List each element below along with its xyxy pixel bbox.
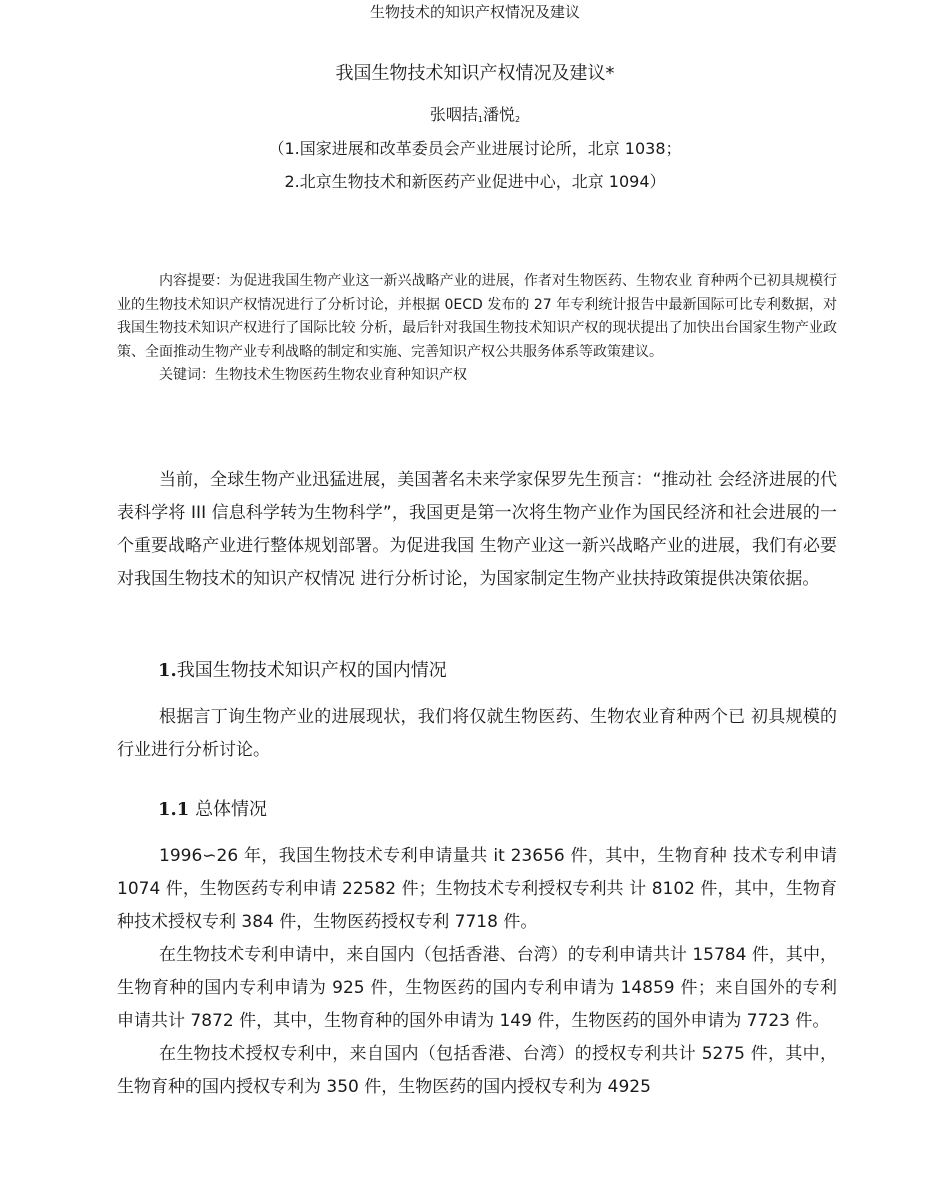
body-paragraph: 在生物技术专利申请中，来自国内（包括香港、台湾）的专利申请共计 15784 件，其中，生物育种的国内专利申请为 925 件，生物医药的国内专利申请为 14859 件；来自国外的专利申请共计 7872 件，其中，生物育种的国外申请为 149 件，生物医药的国外申请为 7723 件。 — [117, 945, 837, 1031]
section-title: 我国生物技术知识产权的国内情况 — [176, 660, 447, 681]
keywords-line: 关键词：生物技术生物医药生物农业育种知识产权 — [159, 367, 467, 383]
affiliation-line: （1.国家进展和改革委员会产业进展讨论所，北京 1038； — [268, 139, 682, 158]
intro-section — [117, 464, 837, 596]
author-affil-mark: 2 — [515, 115, 521, 124]
section-body — [117, 701, 837, 767]
section-number: 1. — [158, 660, 177, 681]
body-paragraph: 在生物技术授权专利中，来自国内（包括香港、台湾）的授权专利共计 5275 件，其中，生物育种的国内授权专利为 350 件，生物医药的国内授权专利为 4925 — [117, 1044, 837, 1097]
subsection-heading — [158, 798, 267, 822]
paper-title: 我国生物技术知识产权情况及建议* — [335, 63, 615, 84]
section-number: 1.1 — [158, 799, 190, 820]
abstract-text: 内容提要：为促进我国生物产业这一新兴战略产业的进展，作者对生物医药、生物农业 育种两个已初具规模行业的生物技术知识产权情况进行了分析讨论，并根据 0ECD 发布的 27 年专利统计报告中最新国际可比专利数据，对我国生物技术知识产权进行了国际比较 分析，最后针对我国生物技术知识产权的现状提出了加快出台国家生物产业政策、全面推动生物产业专利战略的制定和实施、完善知识产权公共服务体系等政策建议。 — [117, 273, 837, 360]
author-name: 张咽拮 — [429, 105, 478, 124]
subsection-body — [117, 840, 837, 1104]
body-paragraph: 1996∽26 年，我国生物技术专利申请量共 it 23656 件，其中，生物育种 技术专利申请 1074 件，生物医药专利申请 22582 件；生物技术专利授权专利共 计 8102 件，其中，生物育种技术授权专利 384 件，生物医药授权专利 7718 件。 — [117, 846, 837, 932]
running-header: 生物技术的知识产权情况及建议 — [369, 3, 580, 21]
abstract-block — [117, 270, 837, 388]
author-line — [0, 104, 950, 131]
section-heading — [158, 659, 447, 683]
author-affil-mark: 1 — [477, 115, 483, 124]
body-paragraph: 根据言丁询生物产业的进展现状，我们将仅就生物医药、生物农业育种两个已 初具规模的行业进行分析讨论。 — [117, 707, 837, 760]
author-name: 潘悦 — [483, 105, 516, 124]
section-title: 总体情况 — [195, 799, 268, 820]
affiliation-line: 2.北京生物技术和新医药产业促进中心，北京 1094） — [284, 172, 666, 191]
body-paragraph: 当前，全球生物产业迅猛进展，美国著名未来学家保罗先生预言：“推动社 会经济进展的代表科学将 III 信息科学转为生物科学”，我国更是第一次将生物产业作为国民经济和社会进展的一个重要战略产业进行整体规划部署。为促进我国 生物产业这一新兴战略产业的进展，我们有必要对我国生物技术的知识产权情况 进行分析讨论，为国家制定生物产业扶持政策提供决策依据。 — [117, 470, 837, 589]
